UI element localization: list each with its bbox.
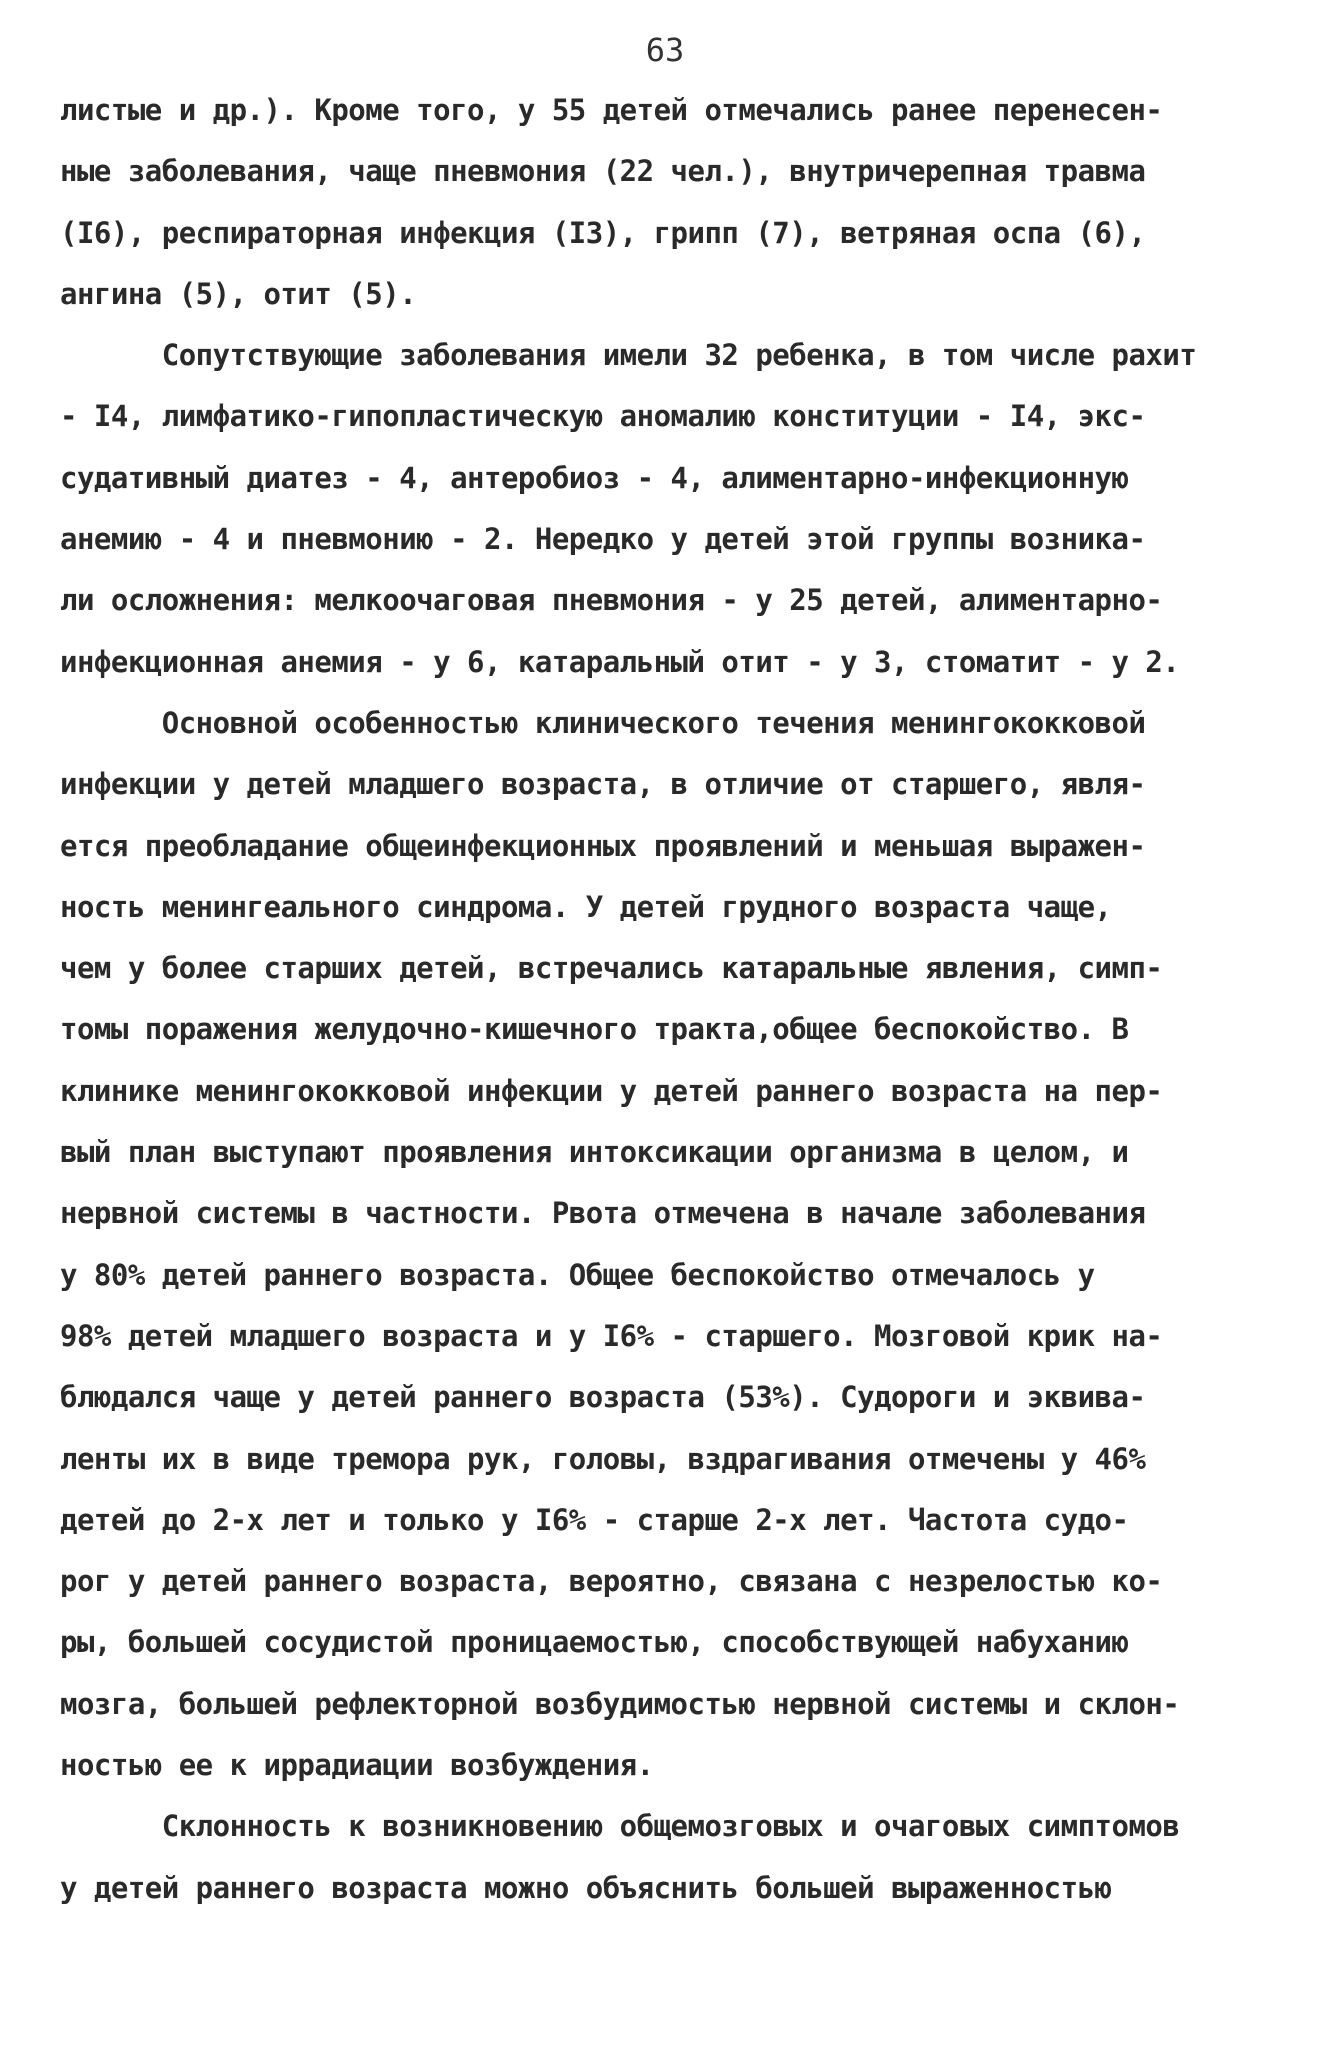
- text-line: томы поражения желудочно-кишечного тракта,общее беспокойство. В: [60, 1012, 1129, 1047]
- text-line: ленты их в виде тремора рук, головы, вздрагивания отмечены у 46%: [60, 1441, 1146, 1476]
- text-line: Склонность к возникновению общемозговых и очаговых симптомов: [60, 1809, 1180, 1844]
- text-line: листые и др.). Кроме того, у 55 детей отмечались ранее перенесен-: [60, 93, 1163, 127]
- text-line: - I4, лимфатико-гипопластическую аномалию конституции - I4, экс-: [60, 399, 1146, 434]
- text-line: нервной системы в частности. Рвота отмечена в начале заболевания: [60, 1196, 1146, 1231]
- text-line: у детей раннего возраста можно объяснить большей выраженностью: [60, 1870, 1112, 1905]
- text-line: инфекции у детей младшего возраста, в отличие от старшего, явля-: [60, 767, 1146, 802]
- text-line: рог у детей раннего возраста, вероятно, связана с незрелостью ко-: [60, 1564, 1163, 1599]
- text-line: ангина (5), отит (5).: [60, 276, 417, 311]
- text-line: инфекционная анемия - у 6, катаральный отит - у 3, стоматит - у 2.: [60, 644, 1180, 679]
- text-line: ность менингеального синдрома. У детей грудного возраста чаще,: [60, 889, 1112, 924]
- text-line: клинике менингококковой инфекции у детей раннего возраста на пер-: [60, 1073, 1163, 1108]
- page-number: 63: [645, 31, 685, 69]
- text-line: Сопутствующие заболевания имели 32 ребенка, в том числе рахит: [60, 338, 1197, 373]
- text-line: ли осложнения: мелкоочаговая пневмония - у 25 детей, алиментарно-: [60, 583, 1163, 618]
- text-line: блюдался чаще у детей раннего возраста (53%). Судороги и эквива-: [60, 1380, 1146, 1415]
- text-line: у 80% детей раннего возраста. Общее беспокойство отмечалось у: [60, 1257, 1095, 1292]
- text-line: вый план выступают проявления интоксикации организма в целом, и: [60, 1135, 1129, 1170]
- text-line: ры, большей сосудистой проницаемостью, способствующей набуханию: [60, 1625, 1129, 1660]
- text-line: ные заболевания, чаще пневмония (22 чел.), внутричерепная травма: [60, 154, 1146, 189]
- text-line: 98% детей младшего возраста и у I6% - старшего. Мозговой крик на-: [60, 1318, 1163, 1353]
- text-line: ностью ее к иррадиации возбуждения.: [60, 1748, 654, 1783]
- text-line: анемию - 4 и пневмонию - 2. Нередко у детей этой группы возника-: [60, 522, 1146, 557]
- text-line: (I6), респираторная инфекция (I3), грипп (7), ветряная оспа (6),: [60, 215, 1146, 250]
- text-line: детей до 2-х лет и только у I6% - старше 2-х лет. Частота судо-: [60, 1502, 1129, 1537]
- text-line: мозга, большей рефлекторной возбудимостью нервной системы и склон-: [60, 1686, 1180, 1721]
- text-line: Основной особенностью клинического течения менингококковой: [60, 705, 1146, 740]
- text-line: чем у более старших детей, встречались катаральные явления, симп-: [60, 951, 1163, 986]
- body-text: [60, 80, 1240, 1919]
- text-line: ется преобладание общеинфекционных проявлений и меньшая выражен-: [60, 828, 1146, 863]
- text-line: судативный диатез - 4, антеробиоз - 4, алиментарно-инфекционную: [60, 460, 1129, 495]
